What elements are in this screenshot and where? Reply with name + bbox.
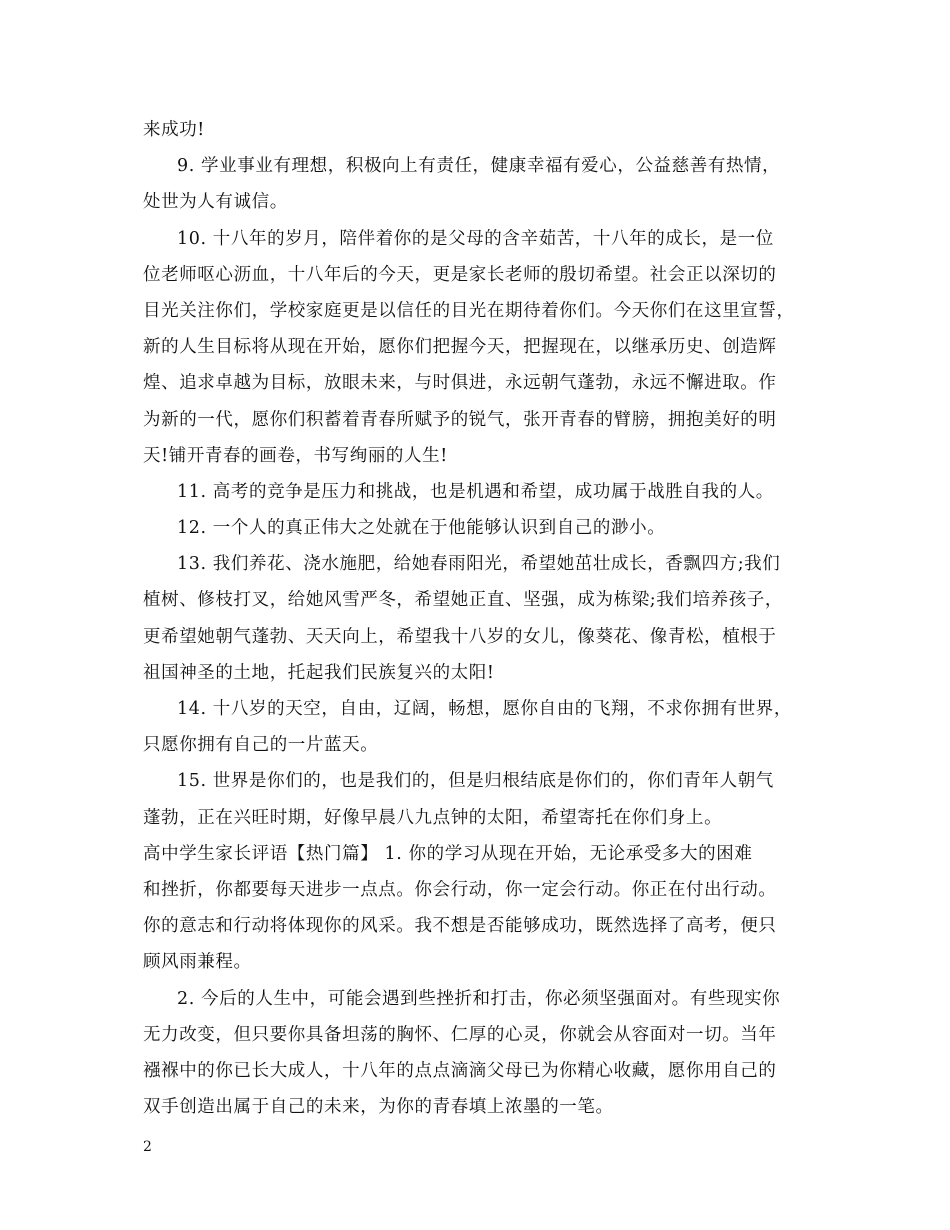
text-line: 天!铺开青春的画卷，书写绚丽的人生!	[143, 445, 448, 466]
text-line: 和挫折，你都要每天进步一点点。你会行动，你一定会行动。你正在付出行动。	[143, 879, 777, 900]
text-line: 位老师呕心沥血，十八年后的今天，更是家长老师的殷切希望。社会正以深切的	[143, 264, 777, 285]
text-line: 更希望她朝气蓬勃、天天向上，希望我十八岁的女儿，像葵花、像青松，植根于	[143, 626, 777, 647]
text-line: 处世为人有诚信。	[143, 192, 288, 213]
text-line: 煌、追求卓越为目标，放眼未来，与时俱进，永远朝气蓬勃，永远不懈进取。作	[143, 373, 777, 394]
text-line: 为新的一代，愿你们积蓄着青春所赋予的锐气，张开青春的臂膀，拥抱美好的明	[143, 409, 777, 430]
text-line: 你的意志和行动将体现你的风采。我不想是否能够成功，既然选择了高考，便只	[143, 916, 777, 937]
text-line: 植树、修枝打叉，给她风雪严冬，希望她正直、坚强，成为栋梁;我们培养孩子，	[143, 590, 783, 611]
text-line: 15. 世界是你们的，也是我们的，但是归根结底是你们的，你们青年人朝气	[177, 771, 774, 792]
text-line: 高中学生家长评语【热门篇】 1. 你的学习从现在开始，无论承受多大的困难	[143, 843, 753, 864]
text-line: 蓬勃，正在兴旺时期，好像早晨八九点钟的太阳，希望寄托在你们身上。	[143, 807, 723, 828]
text-line: 只愿你拥有自己的一片蓝天。	[143, 735, 379, 756]
text-line: 13. 我们养花、浇水施肥，给她春雨阳光，希望她茁壮成长，香飘四方;我们	[177, 554, 781, 575]
text-line: 襁褓中的你已长大成人，十八年的点点滴滴父母已为你精心收藏，愿你用自己的	[143, 1060, 777, 1081]
text-line: 祖国神圣的土地，托起我们民族复兴的太阳!	[143, 662, 495, 683]
text-line: 双手创造出属于自己的未来，为你的青春填上浓墨的一笔。	[143, 1097, 614, 1118]
text-line: 14. 十八岁的天空，自由，辽阔，畅想，愿你自由的飞翔，不求你拥有世界，	[177, 699, 792, 719]
text-line: 2. 今后的人生中，可能会遇到些挫折和打击，你必须坚强面对。有些现实你	[177, 988, 781, 1009]
text-line: 11. 高考的竞争是压力和挑战，也是机遇和希望，成功属于战胜自我的人。	[177, 481, 774, 502]
text-line: 来成功!	[143, 120, 205, 140]
text-line: 目光关注你们，学校家庭更是以信任的目光在期待着你们。今天你们在这里宣誓，	[143, 300, 795, 321]
text-line: 12. 一个人的真正伟大之处就在于他能够认识到自己的渺小。	[177, 518, 666, 539]
text-line: 9. 学业事业有理想，积极向上有责任，健康幸福有爱心，公益慈善有热情，	[177, 156, 781, 177]
text-line: 顾风雨兼程。	[143, 952, 252, 973]
text-line: 新的人生目标将从现在开始，愿你们把握今天，把握现在，以继承历史、创造辉	[143, 337, 777, 358]
text-line: 无力改变，但只要你具备坦荡的胸怀、仁厚的心灵，你就会从容面对一切。当年	[143, 1024, 777, 1045]
document-body	[143, 112, 815, 1125]
text-line: 10. 十八年的岁月，陪伴着你的是父母的含辛茹苦，十八年的成长，是一位	[177, 228, 774, 249]
page-number: 2	[143, 1139, 152, 1155]
